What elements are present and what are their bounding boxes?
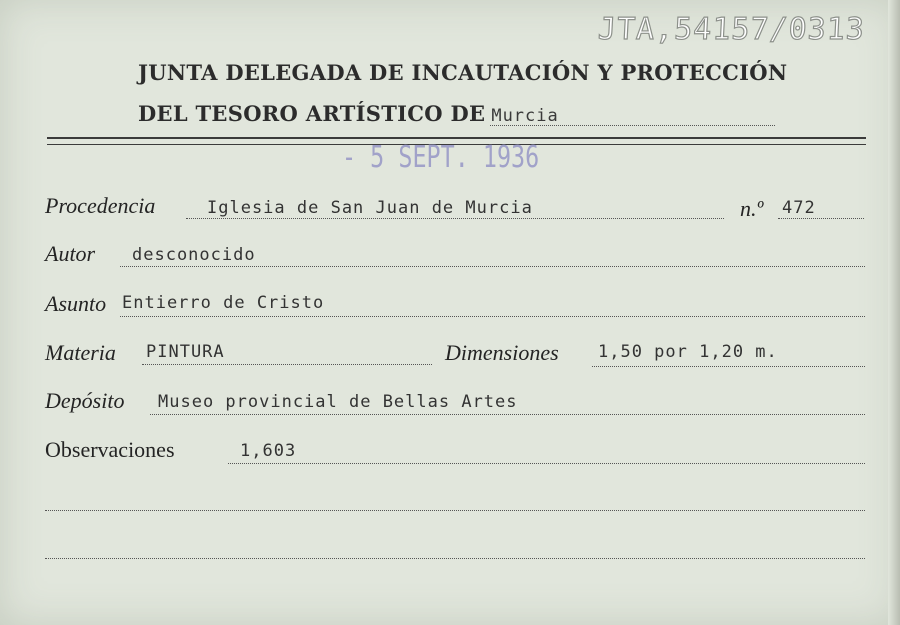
asunto-dotted-line bbox=[120, 316, 865, 317]
procedencia-dotted-line bbox=[186, 218, 724, 219]
materia-dotted-line bbox=[142, 364, 432, 365]
deposito-dotted-line bbox=[150, 414, 865, 415]
header-line-2 bbox=[138, 101, 798, 126]
header-city-dotted-line bbox=[490, 125, 775, 126]
asunto-value: Entierro de Cristo bbox=[122, 293, 325, 313]
deposito-label: Depósito bbox=[45, 388, 125, 413]
header-line-1: JUNTA DELEGADA DE INCAUTACIÓN Y PROTECCIÓN bbox=[138, 60, 788, 85]
materia-value: PINTURA bbox=[146, 342, 225, 362]
asunto-label: Asunto bbox=[45, 291, 107, 316]
dimensiones-value: 1,50 por 1,20 m. bbox=[598, 342, 778, 362]
numero-dotted-line bbox=[778, 218, 864, 219]
dimensiones-dotted-line bbox=[592, 366, 865, 367]
observaciones-dotted-line bbox=[228, 463, 865, 464]
numero-value: 472 bbox=[782, 198, 816, 218]
dimensiones-label: Dimensiones bbox=[445, 340, 559, 365]
procedencia-label: Procedencia bbox=[45, 193, 156, 218]
header-city: Murcia bbox=[491, 106, 559, 126]
materia-label: Materia bbox=[45, 340, 116, 365]
blank-dotted-line-1 bbox=[45, 510, 865, 511]
deposito-value: Museo provincial de Bellas Artes bbox=[158, 392, 518, 412]
header-line-2-text: DEL TESORO ARTÍSTICO DE bbox=[138, 101, 486, 126]
autor-dotted-line bbox=[120, 266, 865, 267]
numero-label: n.º bbox=[740, 196, 764, 221]
observaciones-value: 1,603 bbox=[240, 441, 297, 461]
observaciones-label: Observaciones bbox=[45, 437, 175, 462]
archive-reference: JTA,54157/0313 bbox=[597, 12, 866, 47]
autor-value: desconocido bbox=[132, 245, 256, 265]
card-edge-shadow bbox=[888, 0, 900, 625]
header-rule-thick bbox=[47, 137, 866, 139]
procedencia-value: Iglesia de San Juan de Murcia bbox=[207, 198, 533, 218]
autor-label: Autor bbox=[45, 241, 96, 266]
blank-dotted-line-2 bbox=[45, 558, 865, 559]
date-stamp: - 5 SEPT. 1936 bbox=[342, 140, 540, 175]
